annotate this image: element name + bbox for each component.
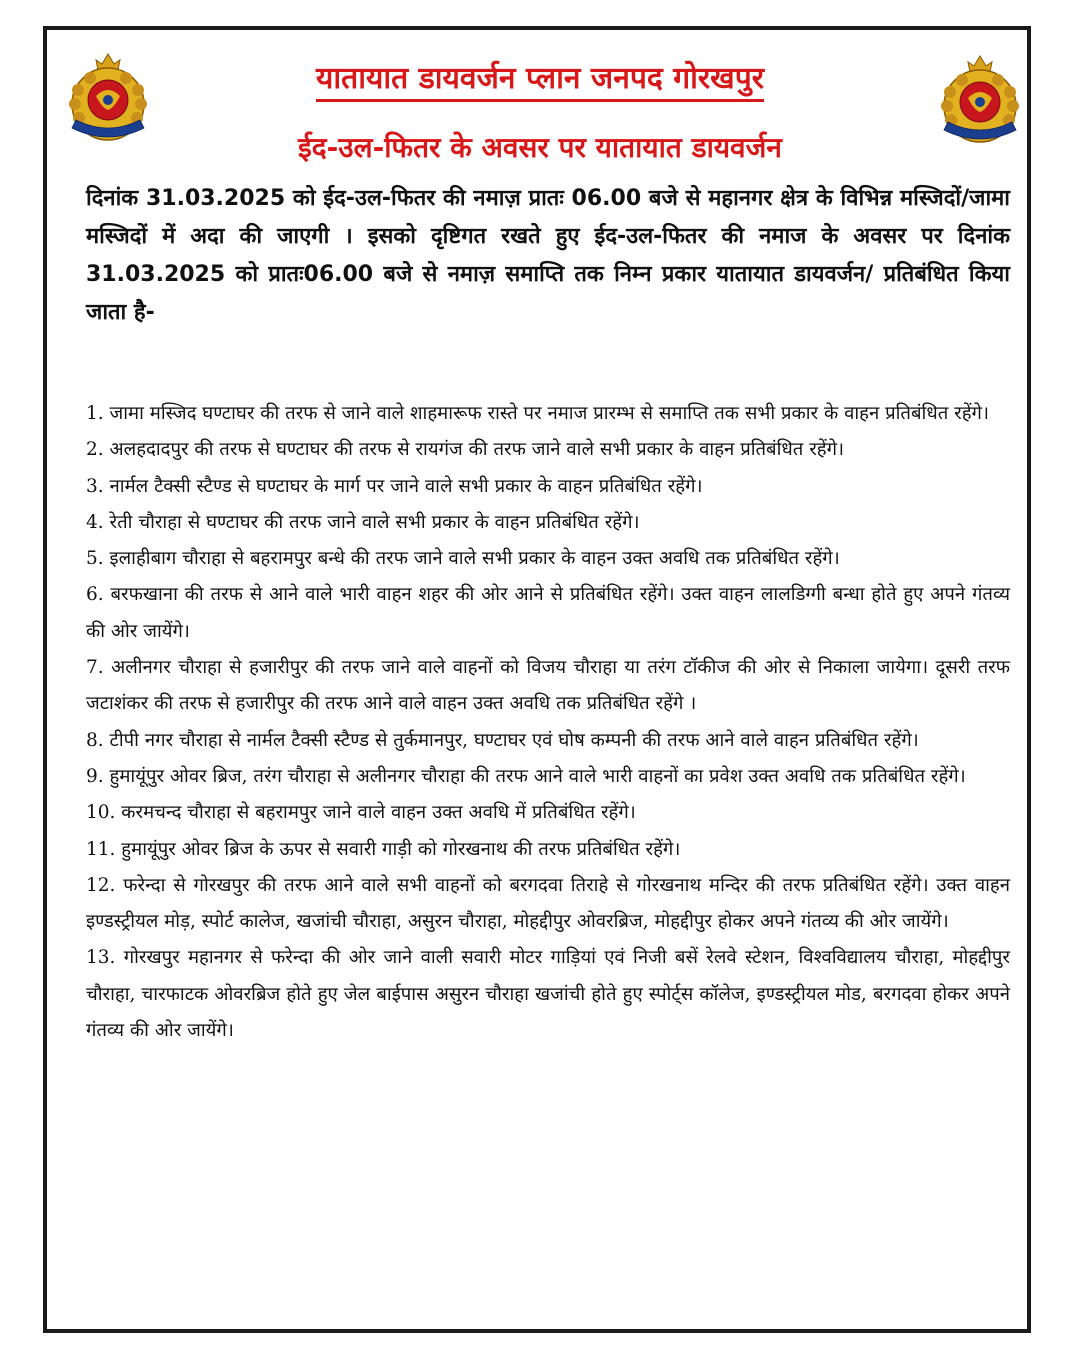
intro-paragraph: दिनांक 31.03.2025 को ईद-उल-फितर की नमाज़ प्रातः 06.00 बजे से महानगर क्षेत्र के विभिन्न मस्जिदों/जामा मस्जिदों में अदा की जाएगी । इसको दृष्टिगत रखते हुए ईद-उल-फितर की नमाज के अवसर पर दिनांक 31.03.2025 को प्रातः06.00 बजे से नमाज़ समाप्ति तक निम्न प्रकार यातायात डायवर्जन/ प्रतिबंधित किया जाता है- (86, 186, 1010, 325)
rule-item: 13. गोरखपुर महानगर से फरेन्दा की ओर जाने वाली सवारी मोटर गाड़ियां एवं निजी बसें रेलवे स्टेशन, विश्वविद्यालय चौराहा, मोहद्दीपुर चौराहा, चारफाटक ओवरब्रिज होते हुए जेल बाईपास असुरन चौराहा खजांची होते हुए स्पोर्ट्स कॉलेज, इण्डस्ट्रीयल मोड, बरगदवा होकर अपने गंतव्य की ओर जायेंगे। (86, 947, 1010, 1042)
diversion-rules-list (86, 396, 1010, 1049)
up-police-emblem-left-icon (58, 50, 158, 146)
rule-item: 4. रेती चौराहा से घण्टाघर की तरफ जाने वाले सभी प्रकार के वाहन प्रतिबंधित रहेंगे। (86, 511, 640, 533)
rule-item: 7. अलीनगर चौराहा से हजारीपुर की तरफ जाने वाले वाहनों को विजय चौराहा या तरंग टॉकीज की ओर से निकाला जायेगा। दूसरी तरफ जटाशंकर की तरफ से हजारीपुर की तरफ आने वाले वाहन उक्त अवधि तक प्रतिबंधित रहेंगे । (86, 657, 1010, 715)
rule-item: 10. करमचन्द चौराहा से बहरामपुर जाने वाले वाहन उक्त अवधि में प्रतिबंधित रहेंगे। (86, 802, 636, 824)
rule-item: 1. जामा मस्जिद घण्टाघर की तरफ से जाने वाले शाहमारूफ रास्ते पर नमाज प्रारम्भ से समाप्ति तक सभी प्रकार के वाहन प्रतिबंधित रहेंगे। (86, 403, 989, 424)
rule-item: 5. इलाहीबाग चौराहा से बहरामपुर बन्धे की तरफ जाने वाले सभी प्रकार के वाहन उक्त अवधि तक प्रतिबंधित रहेंगे। (86, 548, 840, 570)
page-title-text: यातायात डायवर्जन प्लान जनपद गोरखपुर (316, 56, 764, 102)
rule-item: 9. हुमायूंपुर ओवर ब्रिज, तरंग चौराहा से अलीनगर चौराहा की तरफ आने वाले भारी वाहनों का प्रवेश उक्त अवधि तक प्रतिबंधित रहेंगे। (86, 765, 966, 787)
page-subtitle: ईद-उल-फितर के अवसर पर यातायात डायवर्जन (298, 131, 782, 164)
rule-item: 6. बरफखाना की तरफ से आने वाले भारी वाहन शहर की ओर आने से प्रतिबंधित रहेंगे। उक्त वाहन लालडिग्गी बन्धा होते हुए अपने गंतव्य की ओर जायेंगे। (86, 584, 1010, 642)
rule-item: 11. हुमायूंपुर ओवर ब्रिज के ऊपर से सवारी गाड़ी को गोरखनाथ की तरफ प्रतिबंधित रहेंगे। (86, 838, 681, 860)
up-police-emblem-right-icon (930, 52, 1030, 148)
rule-item: 3. नार्मल टैक्सी स्टैण्ड से घण्टाघर के मार्ग पर जाने वाले सभी प्रकार के वाहन प्रतिबंधित रहेंगे। (86, 475, 703, 497)
rule-item: 12. फरेन्दा से गोरखपुर की तरफ आने वाले सभी वाहनों को बरगदवा तिराहे से गोरखनाथ मन्दिर की तरफ प्रतिबंधित रहेंगे। उक्त वाहन इण्डस्ट्रीयल मोड़, स्पोर्ट कालेज, खजांची चौराहा, असुरन चौराहा, मोहद्दीपुर ओवरब्रिज, मोहद्दीपुर होकर अपने गंतव्य की ओर जायेंगे। (86, 874, 1010, 933)
rule-item: 8. टीपी नगर चौराहा से नार्मल टैक्सी स्टैण्ड से तुर्कमानपुर, घण्टाघर एवं घोष कम्पनी की तरफ आने वाले वाहन प्रतिबंधित रहेंगे। (86, 729, 919, 751)
page-title (180, 56, 900, 102)
rule-item: 2. अलहदादपुर की तरफ से घण्टाघर की तरफ से रायगंज की तरफ जाने वाले सभी प्रकार के वाहन प्रतिबंधित रहेंगे। (86, 439, 845, 461)
